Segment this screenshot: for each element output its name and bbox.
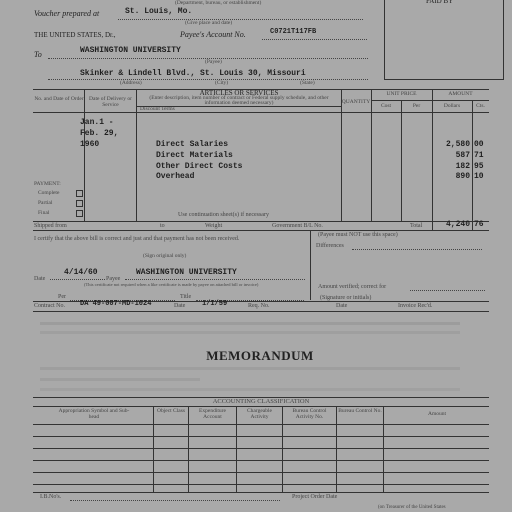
item-cts: 95 bbox=[474, 162, 484, 171]
give-place-caption: (Give place and date) bbox=[185, 20, 233, 26]
contract-date-value: 1/1/59 bbox=[202, 300, 228, 308]
city-caption: (City) bbox=[215, 80, 229, 86]
per-label: Per bbox=[58, 294, 66, 300]
date-value: 4/14/60 bbox=[64, 268, 98, 277]
differences-label: Differences bbox=[316, 243, 344, 249]
payment-label: PAYMENT: bbox=[34, 181, 61, 187]
memo-col-bureau-activity: Bureau Control Activity No. bbox=[292, 408, 327, 420]
col-amount: AMOUNT bbox=[448, 91, 473, 97]
col-quantity: QUANTITY bbox=[341, 99, 371, 105]
receipt-caption: (This certificate not required when a like certificate is made by payee on attached bill or invoice) bbox=[84, 282, 259, 287]
item-cts: 71 bbox=[474, 151, 484, 160]
period-line: Jan.1 - bbox=[80, 118, 114, 127]
accounting-title: ACCOUNTING CLASSIFICATION bbox=[212, 398, 310, 405]
col-per: Per bbox=[412, 103, 421, 109]
contract-value: DA 49-007-MD-1024 bbox=[80, 300, 152, 308]
faint-text bbox=[40, 367, 460, 370]
project-label: Project Order Date bbox=[292, 494, 338, 500]
address-caption: (Address) bbox=[120, 80, 142, 86]
to-value: WASHINGTON UNIVERSITY bbox=[80, 46, 181, 55]
col-articles: ARTICLES OR SERVICES bbox=[199, 89, 279, 97]
date-label: Date bbox=[34, 276, 46, 282]
payee-label: Payee bbox=[106, 276, 121, 282]
united-states-label: THE UNITED STATES, Dr., bbox=[34, 31, 116, 39]
faint-text bbox=[40, 378, 200, 381]
certify-text: I certify that the above bill is correct and just and that payment has not been received. bbox=[34, 236, 240, 242]
memo-col-expenditure: Expenditure Account bbox=[199, 408, 226, 420]
payment-final[interactable]: Final bbox=[38, 210, 82, 216]
voucher-prepared-label: Voucher prepared at bbox=[34, 9, 100, 18]
faint-text bbox=[40, 322, 460, 325]
title-label: Title bbox=[180, 294, 192, 300]
payee-must-not: (Payee must NOT use this space) bbox=[318, 232, 398, 238]
contract-label: Contract No. bbox=[34, 303, 65, 309]
signature-caption: (Signature or initials) bbox=[320, 295, 372, 301]
col-no-date: No. and Date of Order bbox=[34, 96, 84, 102]
item-cts: 00 bbox=[474, 140, 484, 149]
checkbox[interactable] bbox=[76, 210, 83, 217]
col-cost: Cost bbox=[380, 103, 392, 109]
item-dollars: 182 bbox=[455, 162, 470, 171]
payee-value: WASHINGTON UNIVERSITY bbox=[136, 268, 237, 277]
total-dollars: 4,240 bbox=[445, 220, 470, 229]
lb-label: I.B.No's. bbox=[40, 494, 62, 500]
item-desc: Direct Salaries bbox=[156, 140, 229, 149]
memo-col-appropriation: Appropriation Symbol and Sub-head bbox=[58, 408, 130, 420]
voucher-prepared-value: St. Louis, Mo. bbox=[125, 7, 193, 16]
date2-label: Date bbox=[336, 303, 348, 309]
payee-caption: (Payee) bbox=[205, 59, 222, 65]
government-bl: Government B/L No. bbox=[272, 223, 323, 229]
col-discount: Discount Terms bbox=[140, 106, 175, 112]
checkbox[interactable] bbox=[76, 200, 83, 207]
col-cts: Cts. bbox=[476, 103, 485, 109]
item-dollars: 2,580 bbox=[445, 140, 470, 149]
memo-col-amount: Amount bbox=[427, 411, 447, 417]
period-line: 1960 bbox=[80, 140, 100, 149]
sign-caption: (Sign original only) bbox=[143, 253, 187, 259]
ship-to: to bbox=[160, 223, 165, 229]
shipped-from: Shipped from bbox=[34, 223, 67, 229]
payee-account-label: Payee's Account No. bbox=[180, 30, 246, 39]
to-label: To bbox=[34, 50, 42, 59]
payment-partial[interactable]: Partial bbox=[38, 200, 82, 206]
weight-label: Weight bbox=[205, 223, 223, 229]
item-dollars: 890 bbox=[455, 172, 470, 181]
item-desc: Direct Materials bbox=[156, 151, 233, 160]
dept-caption: (Department, bureau, or establishment) bbox=[175, 0, 262, 6]
item-desc: Overhead bbox=[156, 172, 195, 181]
faint-text bbox=[40, 331, 460, 334]
item-cts: 10 bbox=[474, 172, 484, 181]
paid-by-box bbox=[384, 0, 504, 80]
invoice-label: Invoice Rec'd. bbox=[398, 303, 433, 309]
total-cts: 76 bbox=[474, 220, 484, 229]
col-delivery: Date of Delivery or Service bbox=[89, 96, 132, 108]
item-dollars: 587 bbox=[455, 151, 470, 160]
col-unit-price: UNIT PRICE bbox=[386, 91, 417, 97]
amount-verified: Amount verified; correct for bbox=[318, 284, 387, 290]
treasurer-note: (on Treasurer of the United States bbox=[378, 505, 446, 510]
state-caption: (State) bbox=[300, 80, 315, 86]
col-dollars: Dollars bbox=[443, 103, 461, 109]
memo-title: MEMORANDUM bbox=[206, 348, 314, 363]
memo-col-chargeable: Chargeable Activity bbox=[247, 408, 272, 420]
address-value: Skinker & Lindell Blvd., St. Louis 30, Missouri bbox=[80, 69, 306, 78]
contract-date-label: Date bbox=[174, 303, 186, 309]
req-label: Req. No. bbox=[248, 303, 270, 309]
payee-account-value: C0721T117FB bbox=[270, 28, 317, 36]
col-articles-sub: (Enter description, item number of contract or Federal supply schedule, and other information deemed necessary) bbox=[149, 95, 329, 106]
payment-complete[interactable]: Complete bbox=[38, 190, 82, 196]
memo-col-bureau-control: Bureau Control No. bbox=[338, 408, 382, 414]
total-label: Total bbox=[410, 223, 423, 229]
faint-text bbox=[40, 388, 460, 391]
period-line: Feb. 29, bbox=[80, 129, 119, 138]
checkbox[interactable] bbox=[76, 190, 83, 197]
memo-col-object: Object Class bbox=[157, 408, 185, 414]
paid-by-label: PAID BY bbox=[426, 0, 454, 5]
item-desc: Other Direct Costs bbox=[156, 162, 243, 171]
continuation-note: Use continuation sheet(s) if necessary bbox=[178, 212, 269, 218]
